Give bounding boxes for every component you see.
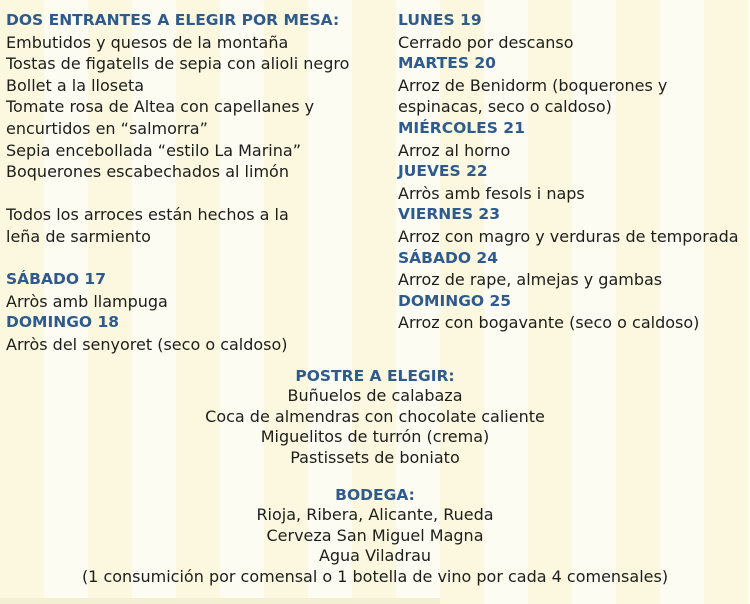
spacer	[6, 248, 386, 270]
entrante-item: Tomate rosa de Altea con capellanes y	[6, 97, 315, 117]
day-dish: Arròs del senyoret (seco o caldoso)	[6, 334, 288, 354]
postre-item: Pastissets de boniato	[290, 447, 460, 467]
bodega-item: (1 consumición por comensal o 1 botella de vino por cada 4 comensales)	[81, 566, 669, 586]
day-dish: Arroz con magro y verduras de temporada	[398, 226, 739, 246]
day-heading: LUNES 19	[398, 11, 482, 29]
day-dish: Arroz de rape, almejas y gambas	[398, 270, 663, 290]
day-dish: Arròs amb llampuga	[6, 291, 168, 311]
spacer	[6, 183, 386, 205]
day-dish: Arroz de Benidorm (boquerones y	[398, 75, 668, 95]
postre-item: Miguelitos de turrón (crema)	[260, 427, 490, 447]
bodega-section	[0, 485, 750, 587]
day-dish: espinacas, seco o caldoso)	[398, 97, 612, 117]
entrante-item: Boquerones escabechados al limón	[6, 162, 289, 182]
bodega-heading: BODEGA:	[335, 486, 415, 504]
postre-item: Buñuelos de calabaza	[287, 386, 463, 406]
day-heading: DOMINGO 25	[398, 291, 512, 310]
arroces-note: leña de sarmiento	[6, 226, 151, 246]
right-column	[398, 10, 750, 334]
day-heading: MARTES 20	[398, 54, 496, 73]
bodega-item: Rioja, Ribera, Alicante, Rueda	[256, 505, 494, 525]
postre-section	[0, 366, 750, 468]
entrante-item: Embutidos y quesos de la montaña	[6, 32, 289, 52]
entrante-item: Sepia encebollada “estilo La Marina”	[6, 140, 301, 160]
entrantes-heading: DOS ENTRANTES A ELEGIR POR MESA:	[6, 11, 340, 29]
left-column	[6, 10, 386, 356]
day-heading: JUEVES 22	[398, 162, 488, 181]
day-heading: SÁBADO 24	[398, 248, 498, 267]
bottom-divider	[0, 598, 440, 604]
postre-heading: POSTRE A ELEGIR:	[295, 367, 455, 385]
entrante-item: Bollet a la lloseta	[6, 75, 145, 95]
arroces-note: Todos los arroces están hechos a la	[6, 205, 289, 225]
day-dish: Cerrado por descanso	[398, 32, 574, 52]
bodega-item: Agua Viladrau	[318, 546, 432, 566]
day-heading: VIERNES 23	[398, 205, 500, 224]
day-heading: SÁBADO 17	[6, 270, 106, 289]
entrante-item: encurtidos en “salmorra”	[6, 118, 208, 138]
bodega-item: Cerveza San Miguel Magna	[266, 525, 484, 545]
entrante-item: Tostas de figatells de sepia con alioli negro	[6, 54, 350, 74]
day-dish: Arròs amb fesols i naps	[398, 183, 585, 203]
day-dish: Arroz al horno	[398, 140, 511, 160]
day-dish: Arroz con bogavante (seco o caldoso)	[398, 313, 700, 333]
day-heading: MIÉRCOLES 21	[398, 118, 525, 137]
day-heading: DOMINGO 18	[6, 313, 120, 332]
postre-item: Coca de almendras con chocolate caliente	[205, 406, 545, 426]
